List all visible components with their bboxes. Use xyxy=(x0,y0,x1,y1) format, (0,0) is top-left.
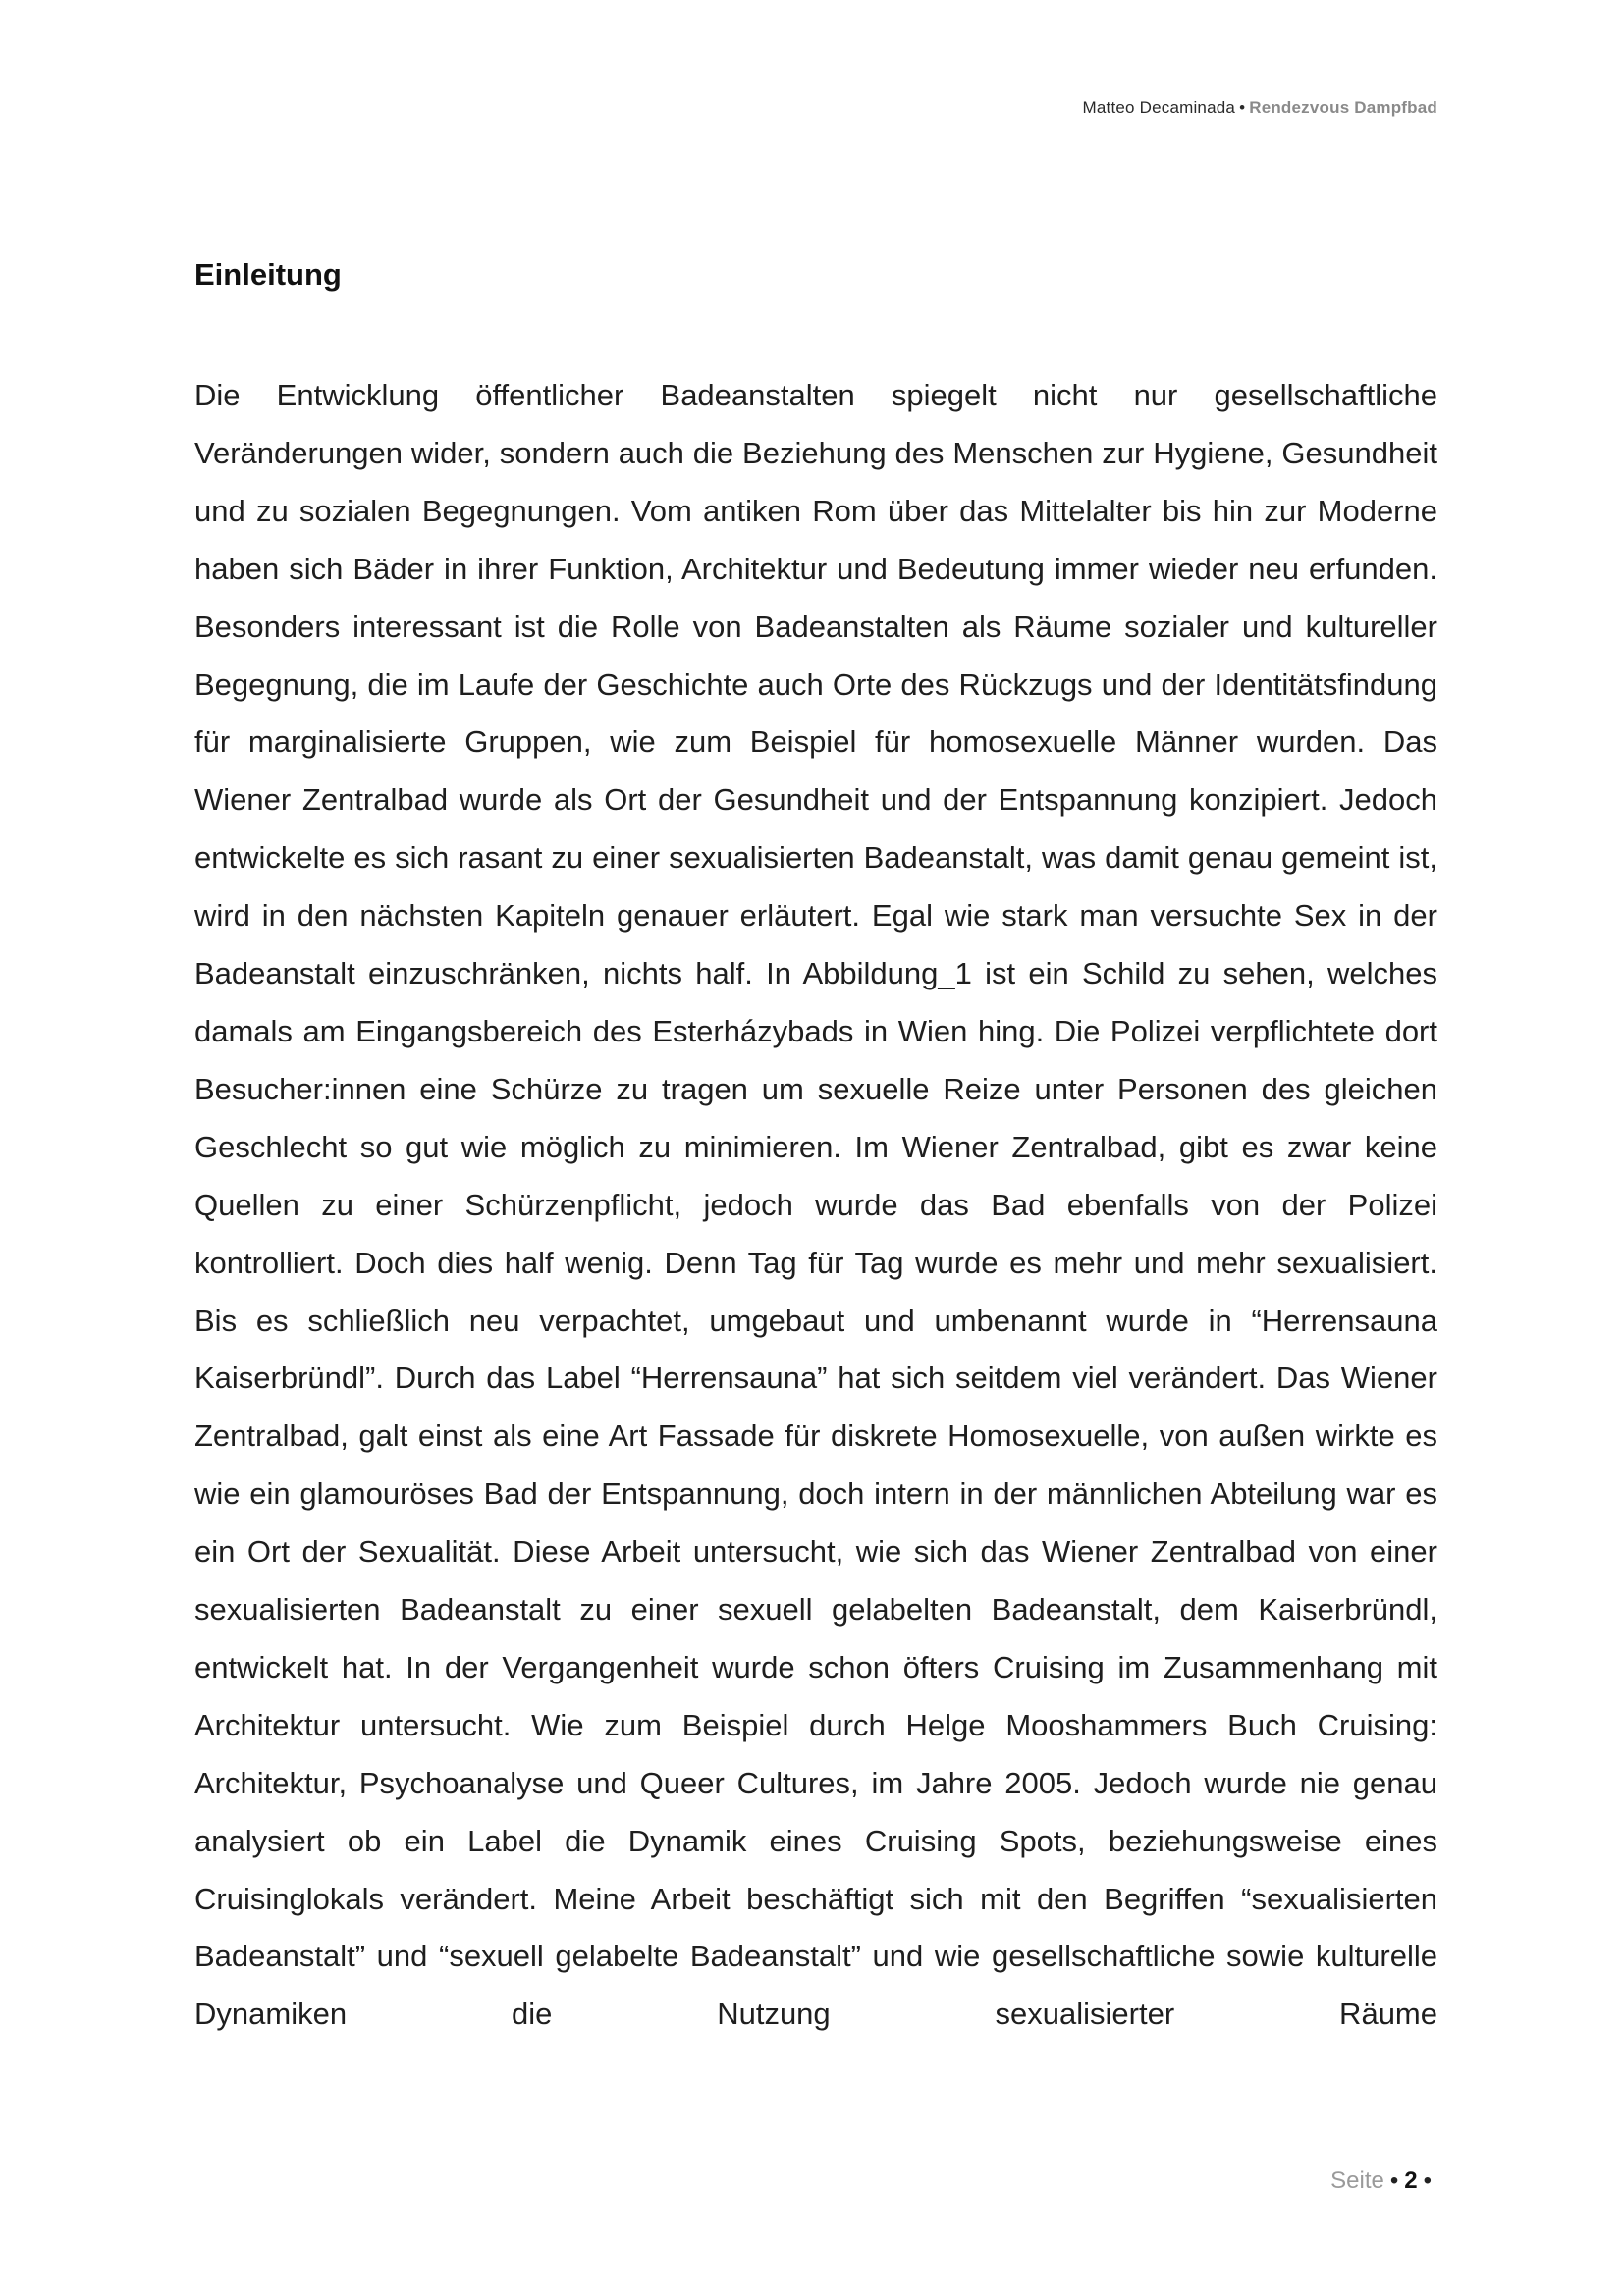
footer-page-label: Seite xyxy=(1330,2167,1384,2194)
page-footer xyxy=(1330,2167,1437,2195)
footer-bullet-left: • xyxy=(1389,2167,1399,2194)
header-separator: • xyxy=(1239,98,1246,117)
section-heading: Einleitung xyxy=(194,257,342,292)
running-header xyxy=(1083,98,1437,118)
footer-page-number: 2 xyxy=(1404,2167,1418,2194)
footer-bullet-right: • xyxy=(1423,2167,1432,2194)
body-paragraph: Die Entwicklung öffentlicher Badeanstalten spiegelt nicht nur gesellschaftliche Veränderungen wider, sondern auch die Beziehung des Menschen zur Hygiene, Gesundheit und zu sozialen Begegnungen. Vom antiken Rom über das Mittelalter bis hin zur Moderne haben sich Bäder in ihrer Funktion, Architektur und Bedeutung immer wieder neu erfunden. Besonders interessant ist die Rolle von Badeanstalten als Räume sozialer und kultureller Begegnung, die im Laufe der Geschichte auch Orte des Rückzugs und der Identitätsfindung für marginalisierte Gruppen, wie zum Beispiel für homosexuelle Männer wurden. Das Wiener Zentralbad wurde als Ort der Gesundheit und der Entspannung konzipiert. Jedoch entwickelte es sich rasant zu einer sexualisierten Badeanstalt, was damit genau gemeint ist, wird in den nächsten Kapiteln genauer erläutert. Egal wie stark man versuchte Sex in der Badeanstalt einzuschränken, nichts half. In Abbildung_1 ist ein Schild zu sehen, welches damals am Eingangsbereich des Esterházybads in Wien hing. Die Polizei verpflichtete dort Besucher:innen eine Schürze zu tragen um sexuelle Reize unter Personen des gleichen Geschlecht so gut wie möglich zu minimieren. Im Wiener Zentralbad, gibt es zwar keine Quellen zu einer Schürzenpflicht, jedoch wurde das Bad ebenfalls von der Polizei kontrolliert. Doch dies half wenig. Denn Tag für Tag wurde es mehr und mehr sexualisiert. Bis es schließlich neu verpachtet, umgebaut und umbenannt wurde in “Herrensauna Kaiserbründl”. Durch das Label “Herrensauna” hat sich seitdem viel verändert. Das Wiener Zentralbad, galt einst als eine Art Fassade für diskrete Homosexuelle, von außen wirkte es wie ein glamouröses Bad der Entspannung, doch intern in der männlichen Abteilung war es ein Ort der Sexualität. Diese Arbeit untersucht, wie sich das Wiener Zentralbad von einer sexualisierten Badeanstalt zu einer sexuell gelabelten Badeanstalt, dem Kaiserbründl, entwickelt hat. In der Vergangenheit wurde schon öfters Cruising im Zusammenhang mit Architektur untersucht. Wie zum Beispiel durch Helge Mooshammers Buch Cruising: Architektur, Psychoanalyse und Queer Cultures, im Jahre 2005. Jedoch wurde nie genau analysiert ob ein Label die Dynamik eines Cruising Spots, beziehungsweise eines Cruisinglokals verändert. Meine Arbeit beschäftigt sich mit den Begriffen “sexualisierten Badeanstalt” und “sexuell gelabelte Badeanstalt” und wie gesellschaftliche sowie kulturelle Dynamiken die Nutzung sexualisierter Räume xyxy=(194,378,1437,2032)
header-document-title: Rendezvous Dampfbad xyxy=(1249,98,1437,117)
header-author: Matteo Decaminada xyxy=(1082,98,1236,117)
